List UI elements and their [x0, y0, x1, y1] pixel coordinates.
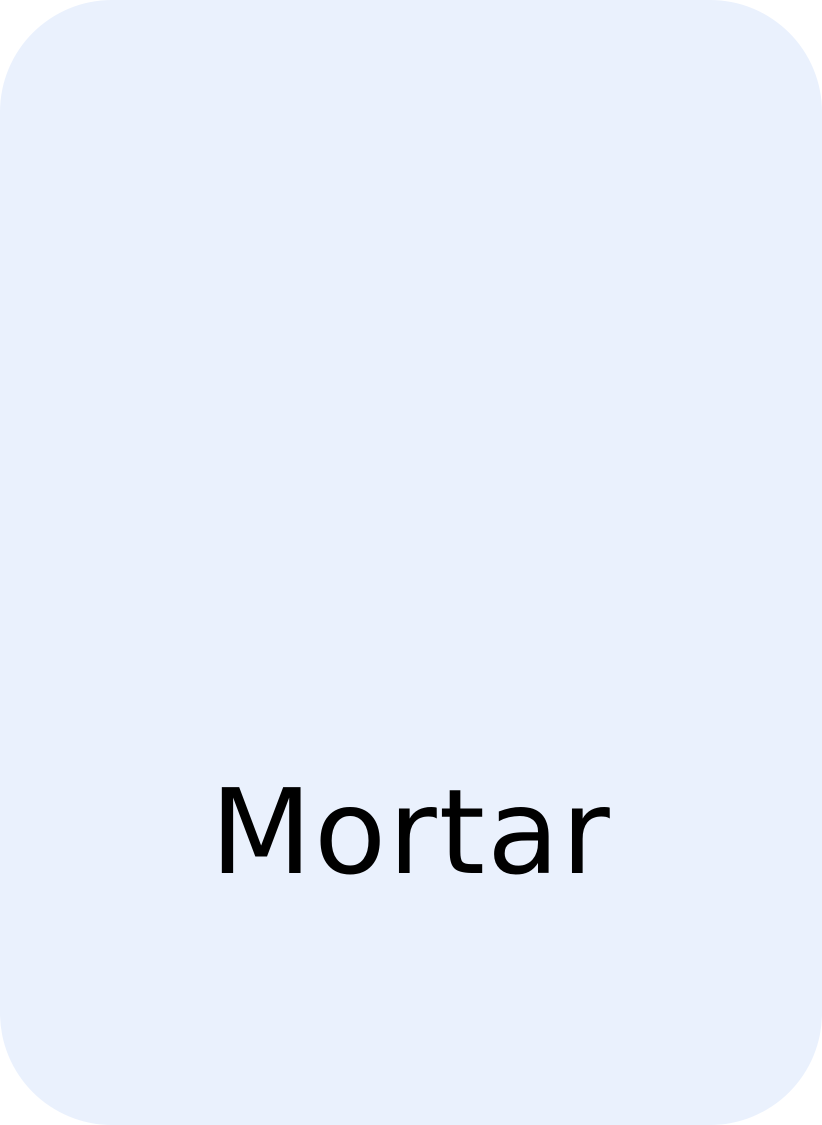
card-label: Mortar — [210, 763, 612, 901]
